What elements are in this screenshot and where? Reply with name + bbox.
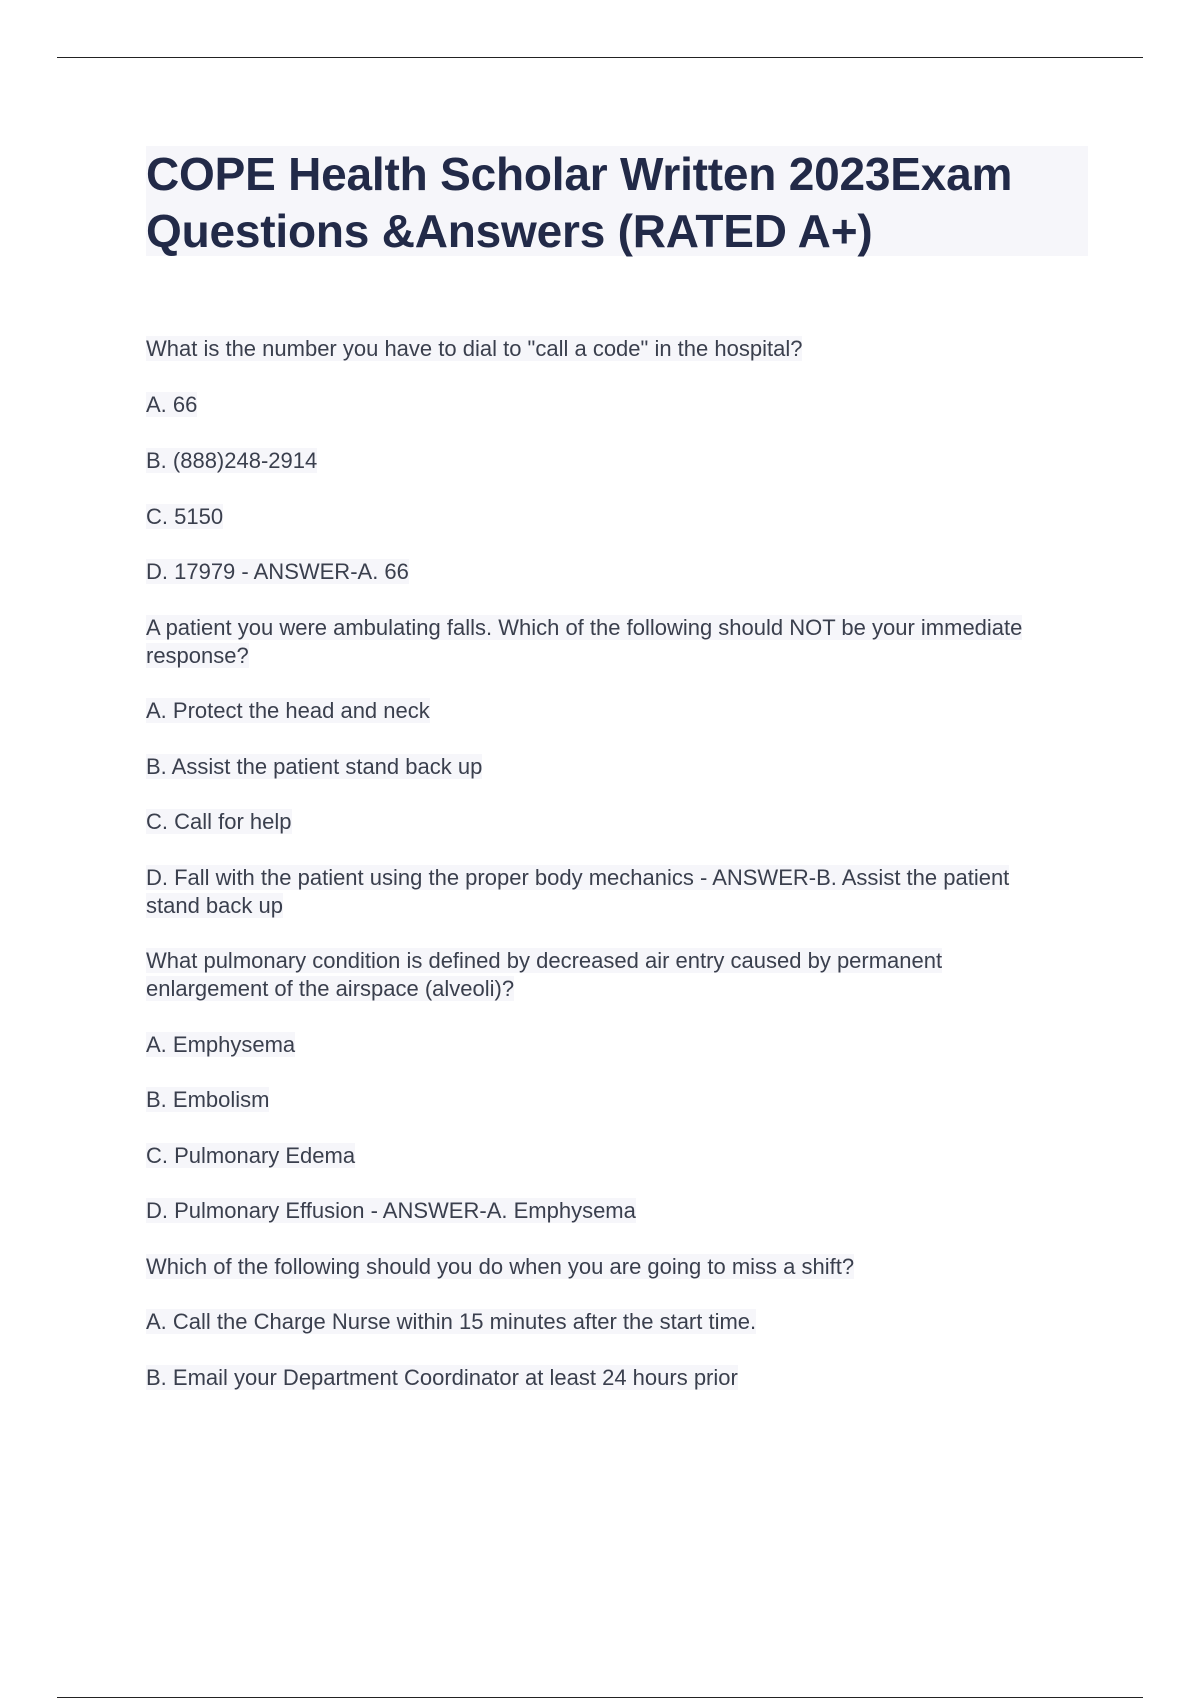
option-line: A. 66 <box>146 392 198 417</box>
option-line: B. Email your Department Coordinator at least 24 hours prior <box>146 1365 738 1390</box>
option-line: C. Call for help <box>146 809 292 834</box>
option-line: A. Call the Charge Nurse within 15 minutes after the start time. <box>146 1309 757 1334</box>
question-4: Which of the following should you do when you are going to miss a shift? <box>146 1254 855 1279</box>
question-2: A patient you were ambulating falls. Which of the following should NOT be your immediate response? <box>146 615 1023 668</box>
option-line: A. Emphysema <box>146 1032 296 1057</box>
answer-line: D. 17979 - ANSWER-A. 66 <box>146 559 409 584</box>
option-line: B. Embolism <box>146 1087 270 1112</box>
option-line: C. Pulmonary Edema <box>146 1143 356 1168</box>
option-line: C. 5150 <box>146 504 224 529</box>
option-line: B. Assist the patient stand back up <box>146 754 483 779</box>
answer-line: D. Fall with the patient using the proper body mechanics - ANSWER-B. Assist the patient stand back up <box>146 865 1010 918</box>
document-title: COPE Health Scholar Written 2023Exam Questions &Answers (RATED A+) <box>146 148 1013 257</box>
option-line: B. (888)248-2914 <box>146 448 318 473</box>
header-rule <box>57 57 1143 58</box>
title-block <box>146 146 1088 256</box>
option-line: A. Protect the head and neck <box>146 698 430 723</box>
question-3: What pulmonary condition is defined by decreased air entry caused by permanent enlargement of the airspace (alveoli)? <box>146 948 943 1001</box>
answer-line: D. Pulmonary Effusion - ANSWER-A. Emphysema <box>146 1198 636 1223</box>
question-1: What is the number you have to dial to "call a code" in the hospital? <box>146 336 803 361</box>
footer-rule <box>57 1697 1143 1698</box>
